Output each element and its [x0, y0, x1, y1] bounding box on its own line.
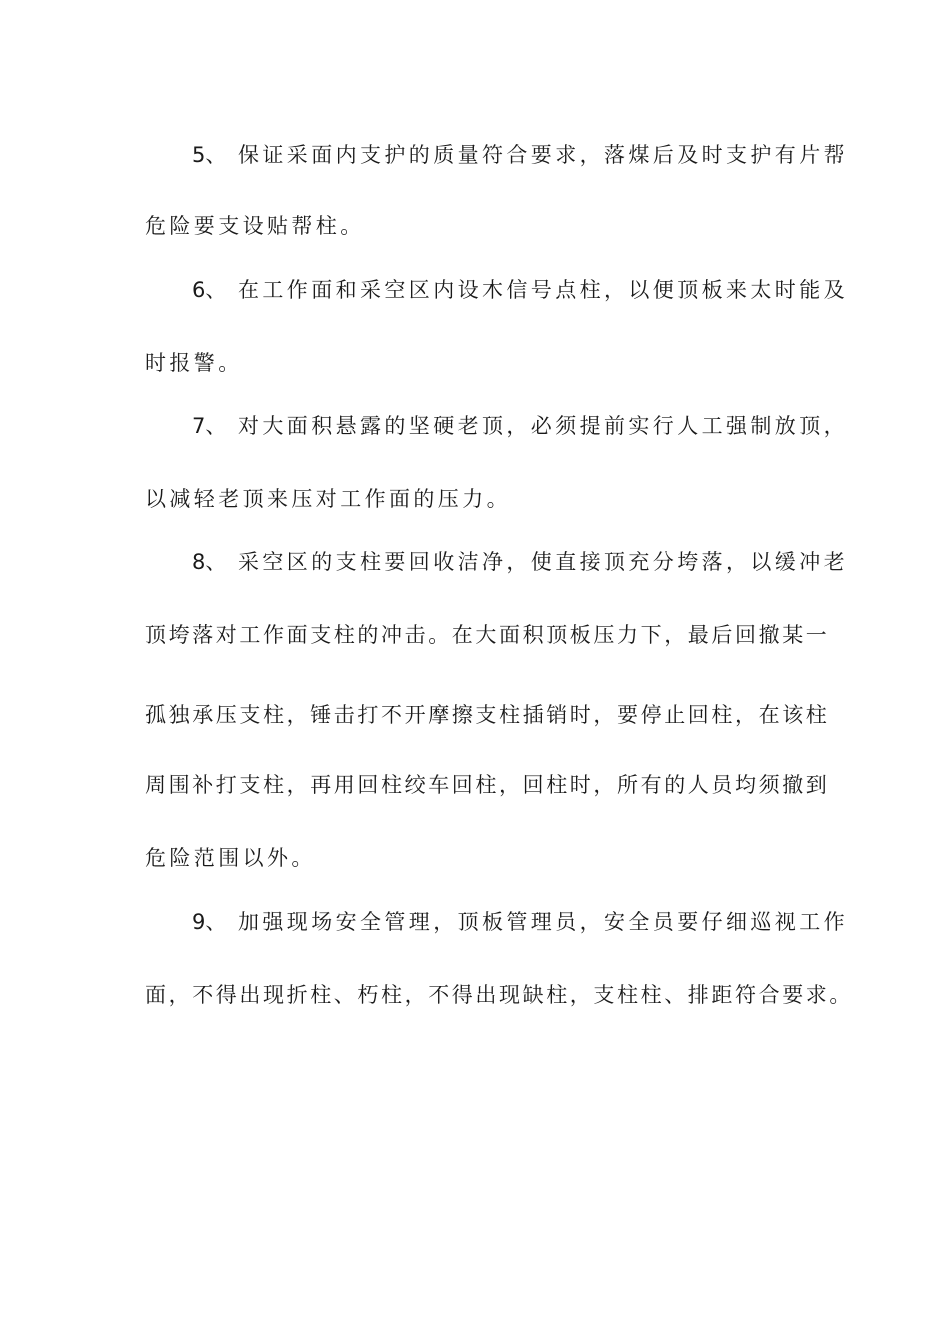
item-text: 采空区的支柱要回收洁净，使直接顶充分垮落，以缓冲老	[238, 550, 848, 574]
item-text: 对大面积悬露的坚硬老顶，必须提前实行人工强制放顶，	[238, 414, 848, 438]
item-text: 在工作面和采空区内设木信号点柱，以便顶板来太时能及	[238, 278, 848, 302]
item-number: 8、	[192, 550, 227, 574]
item-text: 加强现场安全管理，顶板管理员，安全员要仔细巡视工作	[238, 910, 848, 934]
item-6-line-1	[192, 275, 862, 305]
item-7-line-1	[192, 411, 862, 441]
item-number: 7、	[192, 414, 227, 438]
item-9-line-1	[192, 907, 862, 937]
item-number: 6、	[192, 278, 227, 302]
item-8-line-2: 顶垮落对工作面支柱的冲击。在大面积顶板压力下，最后回撤某一	[145, 623, 830, 647]
item-5-line-2: 危险要支设贴帮柱。	[145, 214, 365, 238]
item-8-line-5: 危险范围以外。	[145, 846, 316, 870]
item-text: 保证采面内支护的质量符合要求，落煤后及时支护有片帮	[238, 143, 848, 167]
item-9-line-2: 面，不得出现折柱、朽柱，不得出现缺柱，支柱柱、排距符合要求。	[145, 983, 853, 1007]
item-8-line-1	[192, 547, 862, 577]
item-number: 9、	[192, 910, 227, 934]
item-number: 5、	[192, 143, 227, 167]
item-6-line-2: 时报警。	[145, 351, 243, 375]
item-8-line-3: 孤独承压支柱，锤击打不开摩擦支柱插销时，要停止回柱，在该柱	[145, 703, 830, 727]
item-5-line-1	[192, 140, 862, 170]
item-7-line-2: 以减轻老顶来压对工作面的压力。	[145, 487, 511, 511]
item-8-line-4: 周围补打支柱，再用回柱绞车回柱，回柱时，所有的人员均须撤到	[145, 773, 830, 797]
